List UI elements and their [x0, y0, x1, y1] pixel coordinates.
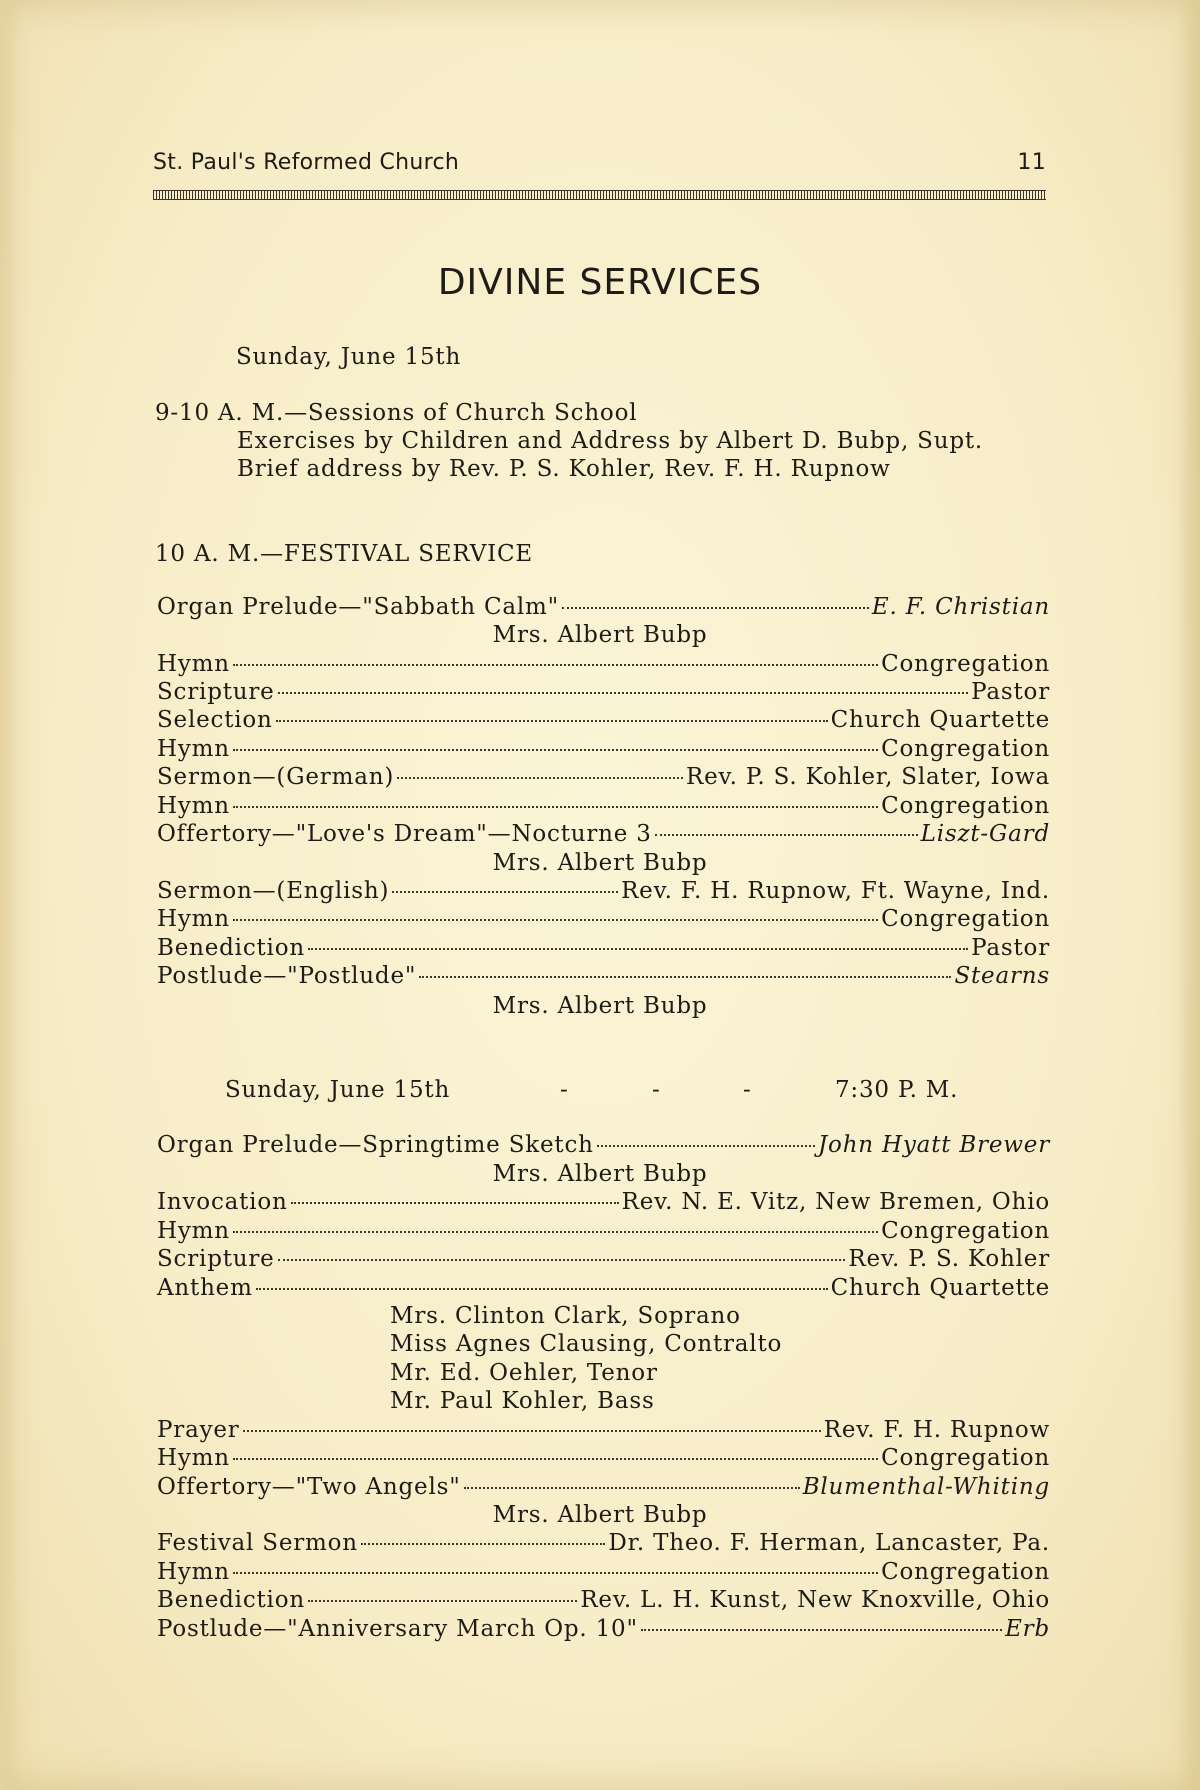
program-item: Sermon—(German) [157, 764, 395, 790]
program-item: Hymn [157, 906, 230, 932]
program-row [157, 1189, 1050, 1217]
program-performer: Church Quartette [830, 707, 1050, 733]
program-item: Anthem [157, 1275, 253, 1301]
program-row [157, 1417, 1050, 1445]
program-item: Hymn [157, 1445, 230, 1471]
program-performer: Pastor [971, 935, 1050, 961]
program-performer: Congregation [881, 906, 1050, 932]
program-row [157, 764, 1050, 792]
program-item: Postlude—"Postlude" [157, 963, 417, 989]
performer-note: Mrs. Albert Bubp [492, 622, 708, 648]
program-performer: Congregation [881, 1445, 1050, 1471]
program-performer: E. F. Christian [871, 594, 1050, 620]
performer-note: Mrs. Albert Bubp [492, 1502, 708, 1528]
program-row [157, 1559, 1050, 1587]
dot-leader [278, 1259, 846, 1261]
program-item: Organ Prelude—Springtime Sketch [157, 1132, 594, 1158]
program-performer: Rev. P. S. Kohler, Slater, Iowa [686, 764, 1050, 790]
quartet-member: Miss Agnes Clausing, Contralto [390, 1331, 783, 1357]
program-item: Invocation [157, 1189, 288, 1215]
evening-time: 7:30 P. M. [835, 1077, 959, 1103]
dash-separator: - [743, 1077, 752, 1103]
program-item: Postlude—"Anniversary March Op. 10" [157, 1616, 638, 1642]
festival-service-heading: 10 A. M.—FESTIVAL SERVICE [155, 541, 533, 567]
program-item: Hymn [157, 736, 230, 762]
program-row [157, 878, 1050, 906]
program-row [157, 594, 1050, 622]
program-row [157, 1616, 1050, 1644]
program-row [157, 1132, 1050, 1160]
program-performer: Congregation [881, 1218, 1050, 1244]
program-item: Selection [157, 707, 273, 733]
program-row [157, 793, 1050, 821]
program-item: Scripture [157, 679, 275, 705]
program-performer: Rev. P. S. Kohler [848, 1246, 1050, 1272]
program-item: Hymn [157, 793, 230, 819]
church-name: St. Paul's Reformed Church [153, 150, 460, 175]
program-performer: Congregation [881, 1559, 1050, 1585]
dot-leader [308, 1600, 577, 1602]
program-performer: Blumenthal-Whiting [802, 1474, 1050, 1500]
program-row [157, 1275, 1050, 1303]
dot-leader [392, 891, 618, 893]
program-item: Sermon—(English) [157, 878, 390, 904]
dot-leader [233, 664, 878, 666]
program-row [157, 651, 1050, 679]
program-item: Hymn [157, 1559, 230, 1585]
dot-leader [308, 948, 968, 950]
page-number: 11 [1017, 150, 1046, 175]
morning-date: Sunday, June 15th [236, 344, 462, 370]
dot-leader [233, 749, 878, 751]
program-performer: Dr. Theo. F. Herman, Lancaster, Pa. [608, 1530, 1050, 1556]
program-performer: Church Quartette [830, 1275, 1050, 1301]
program-row [157, 963, 1050, 991]
dot-leader [562, 607, 869, 609]
dash-separator: - [560, 1077, 569, 1103]
dot-leader [361, 1543, 605, 1545]
dot-leader [419, 976, 951, 978]
program-item: Offertory—"Two Angels" [157, 1474, 461, 1500]
dot-leader [233, 1572, 878, 1574]
church-school-line: Exercises by Children and Address by Albert D. Bubp, Supt. [237, 428, 984, 454]
program-row [157, 906, 1050, 934]
dot-leader [276, 720, 828, 722]
quartet-member: Mrs. Clinton Clark, Soprano [390, 1303, 741, 1329]
quartet-member: Mr. Paul Kohler, Bass [390, 1388, 655, 1414]
dot-leader [233, 919, 878, 921]
program-performer: John Hyatt Brewer [818, 1132, 1050, 1158]
dot-leader [233, 806, 878, 808]
page-title: DIVINE SERVICES [437, 262, 763, 303]
program-performer: Rev. N. E. Vitz, New Bremen, Ohio [621, 1189, 1050, 1215]
dot-leader [256, 1288, 828, 1290]
program-item: Scripture [157, 1246, 275, 1272]
dot-leader [278, 692, 969, 694]
running-header [153, 150, 1046, 178]
program-row [157, 679, 1050, 707]
program-performer: Stearns [954, 963, 1050, 989]
program-performer: Liszt-Gard [920, 821, 1050, 847]
performer-note: Mrs. Albert Bubp [492, 1161, 708, 1187]
program-row [157, 821, 1050, 849]
dash-separator: - [652, 1077, 661, 1103]
evening-date: Sunday, June 15th [225, 1077, 451, 1103]
program-row [157, 736, 1050, 764]
program-row [157, 1218, 1050, 1246]
program-item: Festival Sermon [157, 1530, 358, 1556]
program-item: Hymn [157, 1218, 230, 1244]
dot-leader [641, 1629, 1002, 1631]
program-item: Prayer [157, 1417, 240, 1443]
program-item: Benediction [157, 935, 305, 961]
program-performer: Rev. F. H. Rupnow [823, 1417, 1050, 1443]
program-item: Organ Prelude—"Sabbath Calm" [157, 594, 560, 620]
quartet-member: Mr. Ed. Oehler, Tenor [390, 1360, 658, 1386]
program-row [157, 935, 1050, 963]
program-row [157, 1587, 1050, 1615]
program-item: Benediction [157, 1587, 305, 1613]
dot-leader [464, 1487, 800, 1489]
program-performer: Erb [1005, 1616, 1050, 1642]
program-performer: Congregation [881, 651, 1050, 677]
program-row [157, 707, 1050, 735]
dot-leader [233, 1458, 878, 1460]
program-performer: Congregation [881, 736, 1050, 762]
program-row [157, 1530, 1050, 1558]
dot-leader [597, 1145, 815, 1147]
performer-note: Mrs. Albert Bubp [492, 993, 708, 1019]
church-school-heading: 9-10 A. M.—Sessions of Church School [155, 400, 638, 426]
program-performer: Congregation [881, 793, 1050, 819]
program-row [157, 1445, 1050, 1473]
program-performer: Pastor [971, 679, 1050, 705]
program-row [157, 1474, 1050, 1502]
program-performer: Rev. F. H. Rupnow, Ft. Wayne, Ind. [621, 878, 1050, 904]
program-item: Offertory—"Love's Dream"—Nocturne 3 [157, 821, 652, 847]
dot-leader [233, 1231, 878, 1233]
program-item: Hymn [157, 651, 230, 677]
dot-leader [291, 1202, 619, 1204]
program-performer: Rev. L. H. Kunst, New Knoxville, Ohio [580, 1587, 1050, 1613]
dot-leader [655, 834, 918, 836]
dot-leader [243, 1430, 821, 1432]
header-rule [153, 190, 1046, 200]
church-school-line: Brief address by Rev. P. S. Kohler, Rev. F. H. Rupnow [237, 456, 891, 482]
dot-leader [397, 777, 683, 779]
performer-note: Mrs. Albert Bubp [492, 850, 708, 876]
program-row [157, 1246, 1050, 1274]
